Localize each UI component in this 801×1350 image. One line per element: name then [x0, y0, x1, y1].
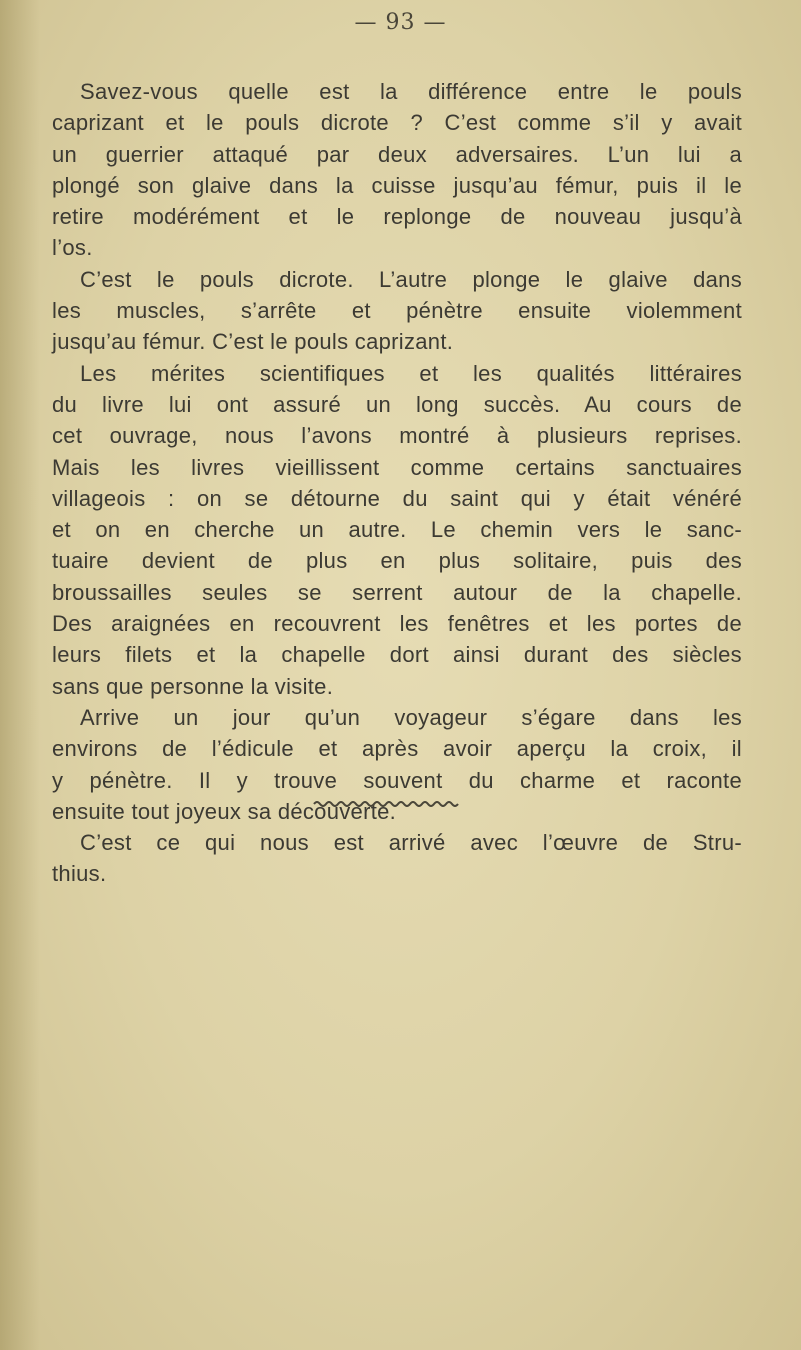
- text-line: Savez-vous quelle est la différence entre le pouls: [80, 79, 742, 104]
- text-line: sans que personne la visite.: [52, 673, 334, 699]
- text-line: C’est le pouls dicrote. L’autre plonge le glaive dans: [80, 266, 742, 292]
- text-line: thius.: [52, 861, 107, 887]
- text-line: Des araignées en recouvrent les fenêtres et les portes de: [52, 611, 742, 637]
- text-line: Les mérites scientifiques et les qualités littéraires: [80, 360, 742, 386]
- text-line: broussailles seules se serrent autour de la chapelle.: [52, 579, 742, 605]
- text-line: leurs filets et la chapelle dort ainsi durant des siècles: [52, 642, 742, 668]
- text-line: et on en cherche un autre. Le chemin vers le sanc-: [52, 517, 742, 543]
- text-line: y pénètre. Il y trouve souvent du charme et raconte: [52, 767, 742, 793]
- text-line: caprizant et le pouls dicrote ? C’est comme s’il y avait: [52, 110, 742, 136]
- text-line: Mais les livres vieillissent comme certains sanctuaires: [52, 454, 742, 480]
- text-line: les muscles, s’arrête et pénètre ensuite violemment: [52, 298, 742, 324]
- text-line: cet ouvrage, nous l’avons montré à plusieurs reprises.: [52, 423, 742, 449]
- wavy-rule-ornament-icon: [312, 799, 462, 809]
- page-number: — 93 —: [354, 10, 447, 35]
- page-gutter-shadow: [0, 0, 40, 1350]
- text-line: un guerrier attaqué par deux adversaires. L’un lui a: [52, 141, 742, 167]
- text-line: villageois : on se détourne du saint qui y était vénéré: [52, 485, 742, 511]
- text-line: plongé son glaive dans la cuisse jusqu’au fémur, puis il le: [52, 172, 742, 198]
- text-line: tuaire devient de plus en plus solitaire, puis des: [52, 548, 742, 574]
- text-line: l’os.: [52, 235, 93, 261]
- body-text: [52, 76, 742, 890]
- text-line: retire modérément et le replonge de nouveau jusqu’à: [52, 204, 742, 230]
- text-line: ensuite tout joyeux sa découverte.: [52, 798, 397, 824]
- text-line: Arrive un jour qu’un voyageur s’égare dans les: [80, 704, 742, 730]
- text-line: du livre lui ont assuré un long succès. Au cours de: [52, 391, 742, 417]
- text-line: jusqu’au fémur. C’est le pouls caprizant.: [52, 329, 454, 355]
- text-line: environs de l’édicule et après avoir aperçu la croix, il: [52, 736, 742, 762]
- text-line: C’est ce qui nous est arrivé avec l’œuvre de Stru-: [80, 830, 742, 856]
